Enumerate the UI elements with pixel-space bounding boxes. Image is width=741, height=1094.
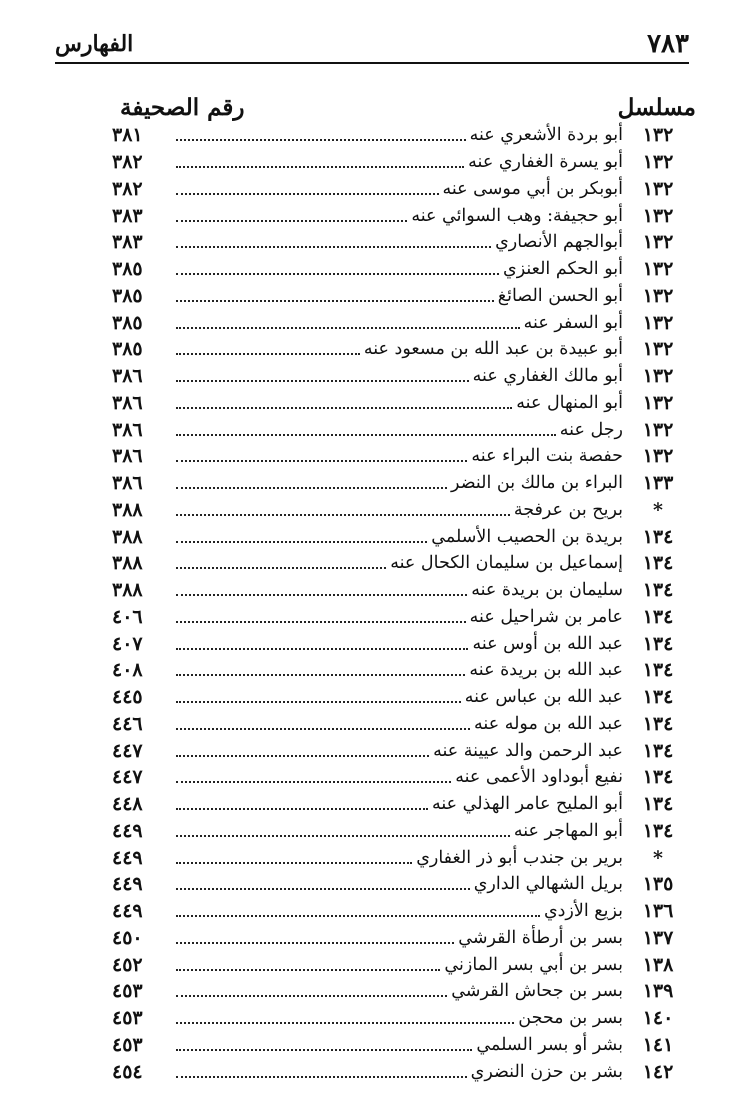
- header-rule: [55, 62, 689, 64]
- row-name: بريح بن عرفجة: [513, 499, 623, 520]
- row-name: عبد الله بن بريدة عنه: [469, 660, 623, 681]
- row-serial: ١٣٦: [642, 900, 674, 923]
- row-page: ٣٨٦: [112, 391, 143, 414]
- index-row: [112, 202, 693, 229]
- dot-leader: [176, 808, 428, 810]
- row-page: ٤٥٢: [112, 953, 143, 976]
- page-number: ٧٨٣: [647, 29, 689, 59]
- dot-leader: [176, 942, 454, 944]
- index-row: [112, 336, 693, 363]
- row-page: ٤٥٤: [112, 1060, 143, 1083]
- row-name: بشر أو بسر السلمي: [476, 1034, 623, 1055]
- row-serial: ١٣٤: [642, 632, 674, 655]
- row-serial: ١٣٢: [642, 284, 674, 307]
- index-row: [112, 630, 693, 657]
- row-serial: ١٣٢: [642, 124, 674, 147]
- index-row: [112, 871, 693, 898]
- row-serial: ١٣٢: [642, 391, 674, 414]
- dot-leader: [176, 193, 439, 195]
- dot-leader: [176, 327, 520, 329]
- dot-leader: [176, 594, 467, 596]
- dot-leader: [176, 514, 510, 516]
- dot-leader: [176, 300, 494, 302]
- page-header: [55, 28, 689, 60]
- dot-leader: [176, 781, 451, 783]
- index-row: [112, 657, 693, 684]
- dot-leader: [176, 728, 470, 730]
- row-serial: ١٣٨: [642, 953, 674, 976]
- row-name: أبو المنهال عنه: [516, 392, 623, 413]
- dot-leader: [176, 621, 466, 623]
- row-page: ٣٨٥: [112, 258, 143, 281]
- row-serial: ١٣٢: [642, 258, 674, 281]
- row-serial: ١٤٢: [642, 1060, 674, 1083]
- row-serial: ١٣٢: [642, 177, 674, 200]
- dot-leader: [176, 755, 429, 757]
- row-page: ٣٨٣: [112, 231, 143, 254]
- row-serial: *: [653, 498, 663, 521]
- index-row: [112, 470, 693, 497]
- dot-leader: [176, 541, 427, 543]
- dot-leader: [176, 166, 464, 168]
- row-serial: ١٣٤: [642, 579, 674, 602]
- row-serial: ١٣٤: [642, 712, 674, 735]
- row-page: ٣٨٦: [112, 472, 143, 495]
- dot-leader: [176, 1022, 514, 1024]
- row-name: حفصة بنت البراء عنه: [471, 446, 623, 467]
- row-name: بشر بن حزن النضري: [470, 1061, 623, 1082]
- dot-leader: [176, 674, 465, 676]
- index-row: [112, 1058, 693, 1085]
- row-name: أبو الحسن الصائغ: [497, 285, 623, 306]
- dot-leader: [176, 888, 470, 890]
- page-column-header: رقم الصحيفة: [120, 93, 245, 121]
- index-row: [112, 764, 693, 791]
- index-row: [112, 550, 693, 577]
- row-page: ٣٨٢: [112, 177, 143, 200]
- row-name: أبوبكر بن أبي موسى عنه: [442, 178, 623, 199]
- row-serial: ١٣٣: [642, 472, 674, 495]
- index-row: [112, 122, 693, 149]
- row-name: عبد الله بن عباس عنه: [464, 687, 623, 708]
- row-page: ٣٨٨: [112, 552, 143, 575]
- row-serial: ١٣٤: [642, 525, 674, 548]
- row-serial: ١٣٤: [642, 659, 674, 682]
- index-row: [112, 309, 693, 336]
- index-row: [112, 791, 693, 818]
- dot-leader: [176, 487, 447, 489]
- index-row: [112, 711, 693, 738]
- serial-column-header: مسلسل: [617, 93, 696, 121]
- row-page: ٤٤٦: [112, 712, 143, 735]
- dot-leader: [176, 1076, 467, 1078]
- index-row: [112, 684, 693, 711]
- row-serial: ١٣٤: [642, 686, 674, 709]
- row-page: ٣٨٣: [112, 204, 143, 227]
- row-page: ٣٨١: [112, 124, 143, 147]
- dot-leader: [176, 220, 407, 222]
- dot-leader: [176, 915, 540, 917]
- dot-leader: [176, 1049, 472, 1051]
- row-serial: ١٤٠: [642, 1007, 674, 1030]
- row-name: أبو الحكم العنزي: [503, 259, 623, 280]
- page-title: الفهارس: [55, 31, 134, 57]
- row-name: عامر بن شراحيل عنه: [469, 606, 623, 627]
- dot-leader: [176, 246, 491, 248]
- row-name: أبوالجهم الأنصاري: [495, 232, 623, 253]
- row-serial: ١٣٤: [642, 552, 674, 575]
- index-row: [112, 604, 693, 631]
- row-page: ٤٤٥: [112, 686, 143, 709]
- index-row: [112, 390, 693, 417]
- row-page: ٤٠٨: [112, 659, 143, 682]
- row-page: ٤٤٧: [112, 739, 143, 762]
- row-page: ٣٨٦: [112, 418, 143, 441]
- row-serial: ١٣٢: [642, 151, 674, 174]
- row-page: ٣٨٨: [112, 525, 143, 548]
- index-list: [112, 122, 693, 1085]
- row-name: أبو يسرة الغفاري عنه: [468, 152, 623, 173]
- row-page: ٤٥٣: [112, 1007, 143, 1030]
- index-row: [112, 577, 693, 604]
- row-name: أبو حجيفة: وهب السوائي عنه: [411, 205, 623, 226]
- row-name: بزيع الأزدي: [543, 901, 623, 922]
- index-row: [112, 176, 693, 203]
- row-name: أبو بردة الأشعري عنه: [469, 125, 623, 146]
- dot-leader: [176, 460, 467, 462]
- index-row: [112, 1005, 693, 1032]
- index-row: [112, 523, 693, 550]
- row-serial: ١٣٢: [642, 338, 674, 361]
- row-name: سليمان بن بريدة عنه: [471, 580, 623, 601]
- dot-leader: [176, 353, 360, 355]
- row-serial: ١٣٢: [642, 365, 674, 388]
- dot-leader: [176, 648, 468, 650]
- row-page: ٤٠٦: [112, 605, 143, 628]
- dot-leader: [176, 407, 512, 409]
- row-page: ٣٨٦: [112, 365, 143, 388]
- row-serial: ١٣٢: [642, 204, 674, 227]
- row-page: ٤٤٨: [112, 793, 143, 816]
- row-name: أبو السفر عنه: [523, 312, 623, 333]
- row-serial: ١٤١: [642, 1033, 674, 1056]
- row-name: بسر بن أبي بسر المازني: [444, 954, 623, 975]
- index-row: [112, 818, 693, 845]
- index-row: [112, 844, 693, 871]
- dot-leader: [176, 380, 469, 382]
- row-serial: ١٣٢: [642, 445, 674, 468]
- dot-leader: [176, 139, 466, 141]
- index-row: [112, 283, 693, 310]
- row-name: عبد الله بن أوس عنه: [472, 633, 623, 654]
- row-serial: ١٣٢: [642, 418, 674, 441]
- row-page: ٤٤٩: [112, 900, 143, 923]
- row-serial: ١٣٢: [642, 311, 674, 334]
- row-name: بريل الشهالي الداري: [473, 874, 623, 895]
- row-name: عبد الله بن موله عنه: [474, 713, 623, 734]
- dot-leader: [176, 273, 499, 275]
- row-page: ٣٨٥: [112, 338, 143, 361]
- row-page: ٤٥٠: [112, 926, 143, 949]
- row-name: بريدة بن الحصيب الأسلمي: [431, 526, 623, 547]
- index-row: [112, 497, 693, 524]
- row-page: ٣٨٥: [112, 311, 143, 334]
- row-name: أبو المليح عامر الهذلي عنه: [432, 794, 623, 815]
- index-row: [112, 149, 693, 176]
- row-name: بسر بن أرطأة القرشي: [458, 927, 623, 948]
- row-page: ٤٥٣: [112, 1033, 143, 1056]
- index-row: [112, 737, 693, 764]
- column-headers: [120, 92, 696, 122]
- dot-leader: [176, 862, 412, 864]
- row-serial: ١٣٤: [642, 739, 674, 762]
- row-page: ٤٥٣: [112, 980, 143, 1003]
- row-serial: ١٣٧: [642, 926, 674, 949]
- dot-leader: [176, 434, 556, 436]
- row-page: ٣٨٨: [112, 498, 143, 521]
- row-serial: ١٣٥: [642, 873, 674, 896]
- row-name: إسماعيل بن سليمان الكحال عنه: [390, 553, 623, 574]
- row-name: بسر بن محجن: [518, 1008, 623, 1029]
- row-page: ٣٨٦: [112, 445, 143, 468]
- dot-leader: [176, 701, 461, 703]
- row-serial: *: [653, 846, 663, 869]
- index-row: [112, 229, 693, 256]
- dot-leader: [176, 567, 386, 569]
- row-page: ٤٠٧: [112, 632, 143, 655]
- row-serial: ١٣٤: [642, 793, 674, 816]
- row-serial: ١٣٩: [642, 980, 674, 1003]
- row-serial: ١٣٤: [642, 605, 674, 628]
- index-row: [112, 898, 693, 925]
- row-page: ٣٨٢: [112, 151, 143, 174]
- row-name: أبو مالك الغفاري عنه: [472, 366, 623, 387]
- index-row: [112, 416, 693, 443]
- dot-leader: [176, 969, 440, 971]
- row-name: أبو المهاجر عنه: [513, 820, 623, 841]
- index-row: [112, 1032, 693, 1059]
- row-serial: ١٣٢: [642, 231, 674, 254]
- row-page: ٣٨٨: [112, 579, 143, 602]
- row-serial: ١٣٤: [642, 766, 674, 789]
- row-name: عبد الرحمن والد عيينة عنه: [433, 740, 623, 761]
- dot-leader: [176, 835, 510, 837]
- dot-leader: [176, 995, 447, 997]
- row-name: أبو عبيدة بن عبد الله بن مسعود عنه: [363, 339, 623, 360]
- index-row: [112, 951, 693, 978]
- index-row: [112, 443, 693, 470]
- row-name: بسر بن جحاش القرشي: [451, 981, 623, 1002]
- row-serial: ١٣٤: [642, 819, 674, 842]
- row-page: ٣٨٥: [112, 284, 143, 307]
- row-name: رجل عنه: [559, 419, 623, 440]
- row-page: ٤٤٧: [112, 766, 143, 789]
- row-page: ٤٤٩: [112, 873, 143, 896]
- index-row: [112, 363, 693, 390]
- row-name: البراء بن مالك بن النضر: [451, 473, 623, 494]
- row-page: ٤٤٩: [112, 819, 143, 842]
- index-row: [112, 256, 693, 283]
- index-row: [112, 978, 693, 1005]
- row-page: ٤٤٩: [112, 846, 143, 869]
- row-name: نفيع أبوداود الأعمى عنه: [455, 767, 623, 788]
- index-row: [112, 925, 693, 952]
- row-name: برير بن جندب أبو ذر الغفاري: [416, 847, 623, 868]
